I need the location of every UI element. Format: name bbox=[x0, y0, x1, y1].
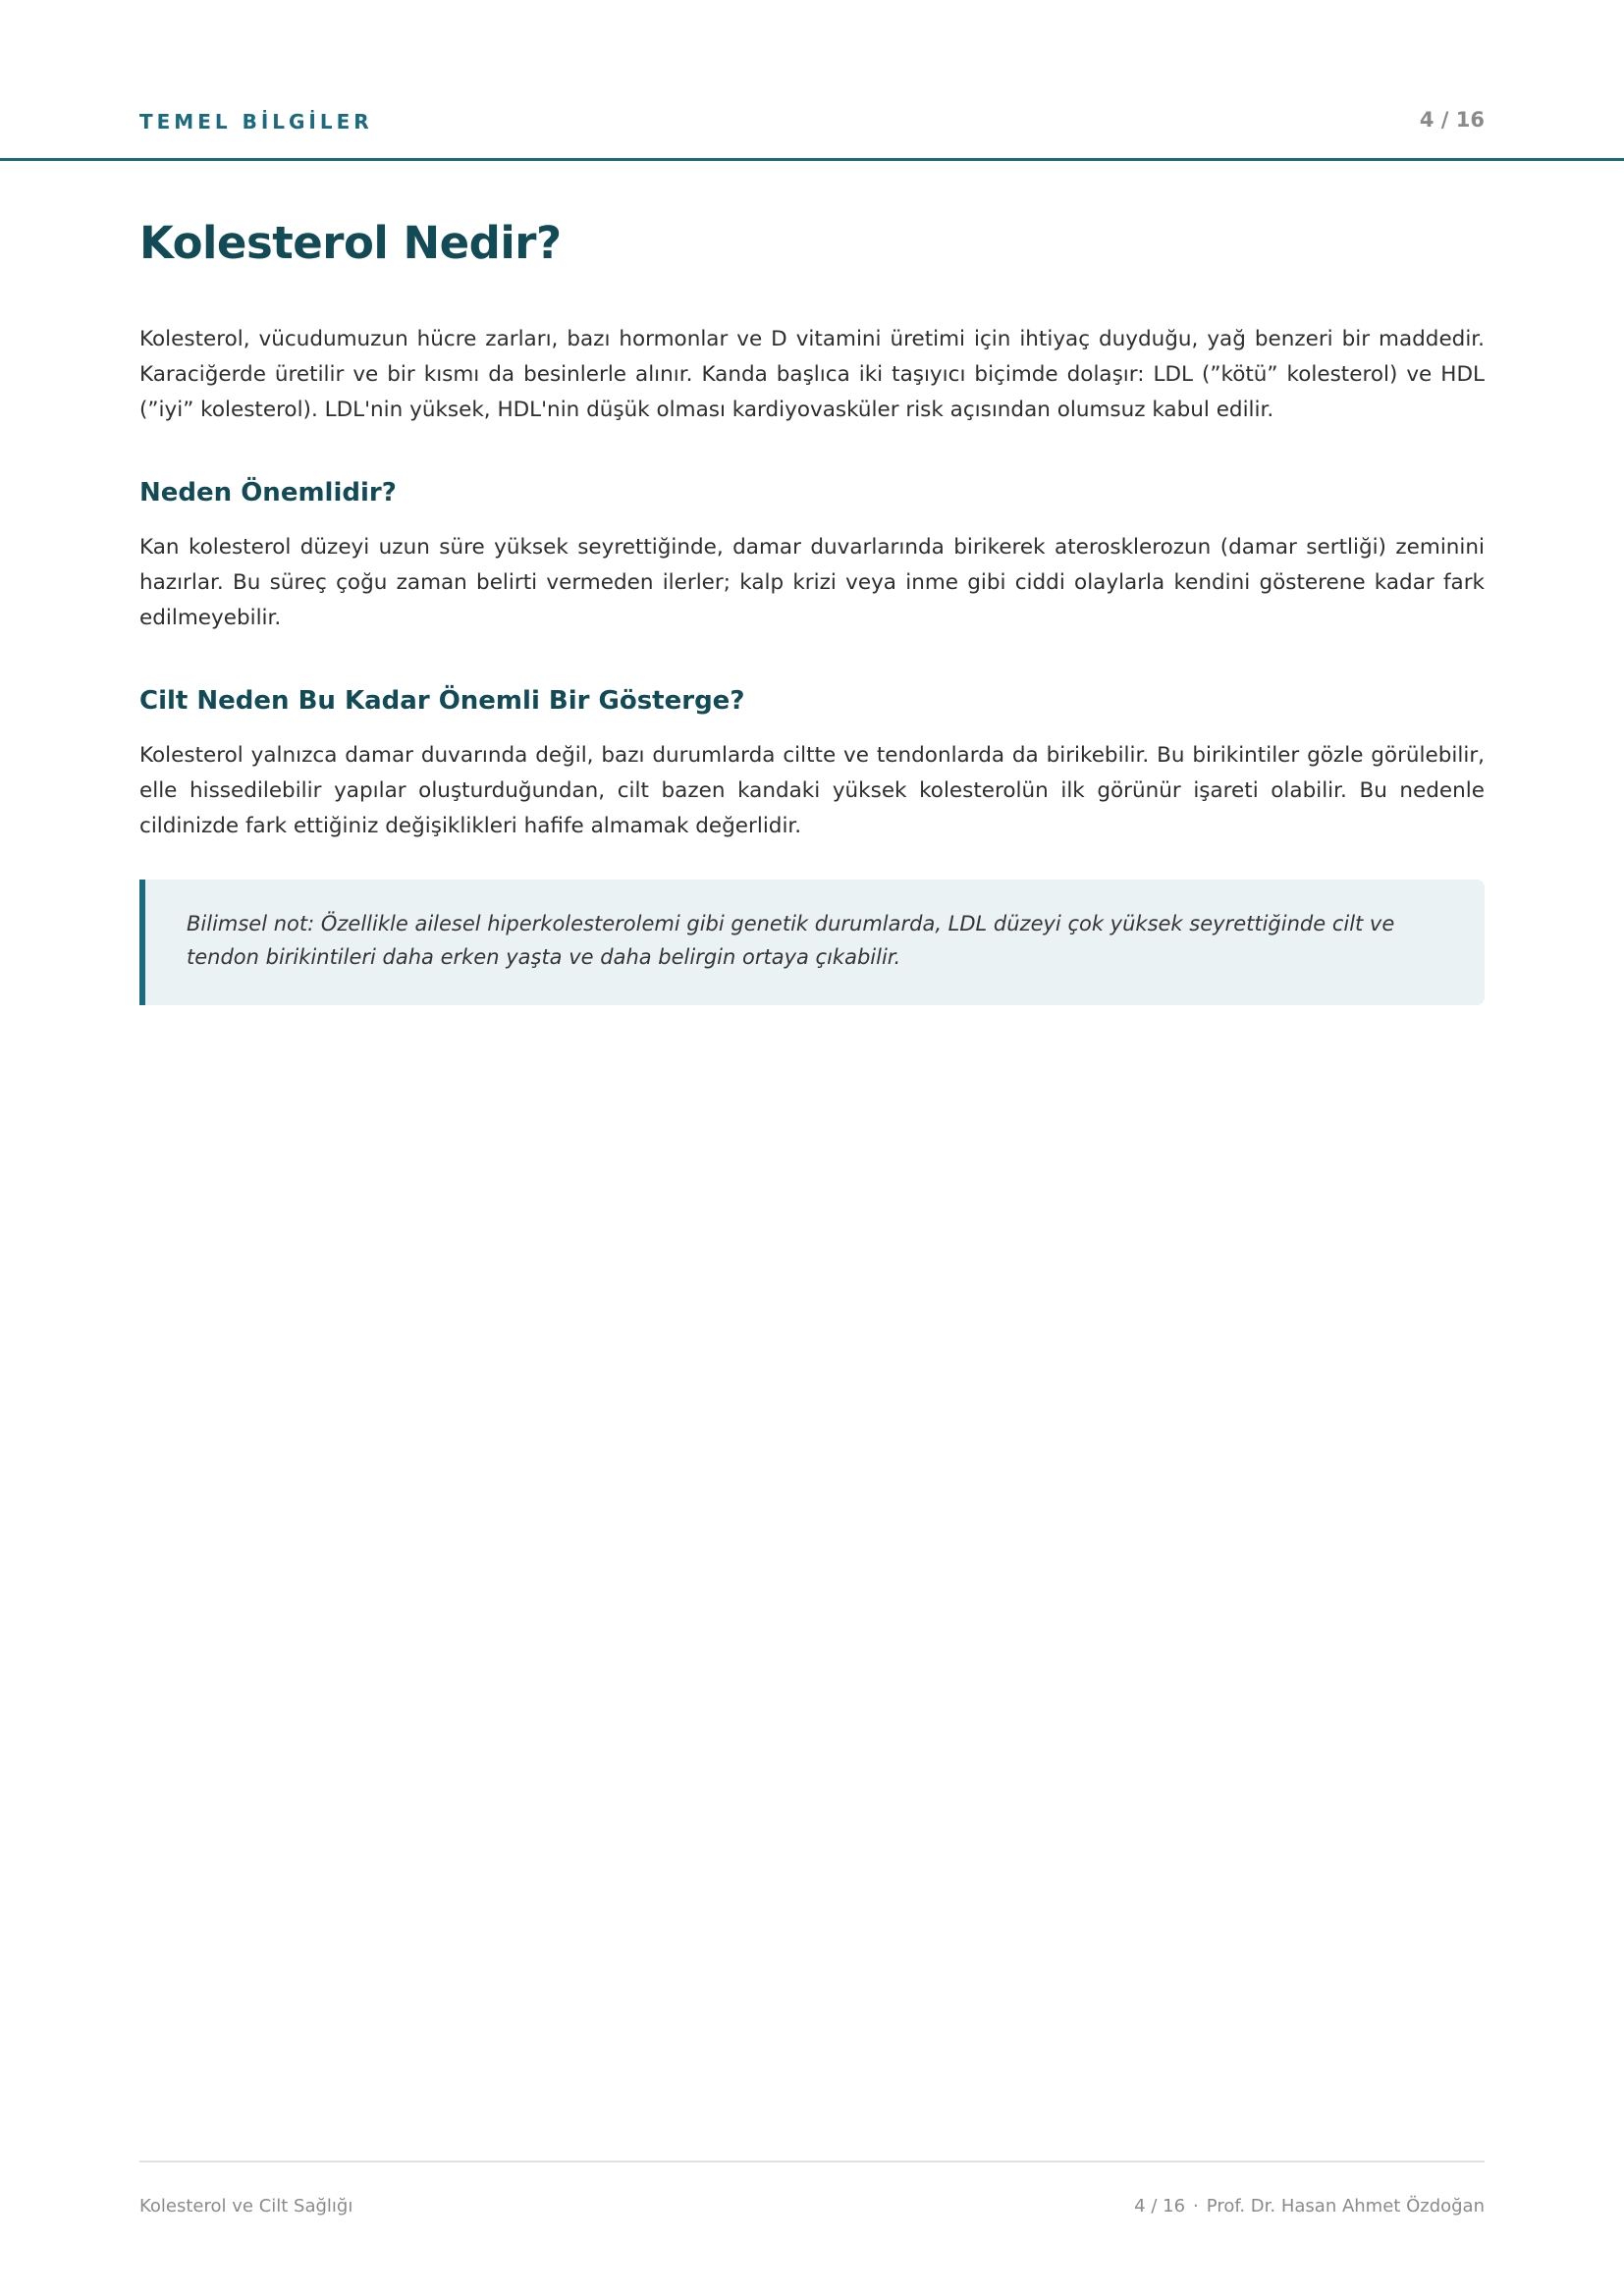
section-heading-skin-indicator: Cilt Neden Bu Kadar Önemli Bir Gösterge? bbox=[139, 686, 745, 716]
page-content bbox=[139, 208, 1485, 1005]
section-heading-importance: Neden Önemlidir? bbox=[139, 478, 397, 507]
footer-page-number: 4 / 16 bbox=[1134, 2196, 1186, 2216]
section-label: TEMEL BİLGİLER bbox=[139, 110, 373, 133]
page-title: Kolesterol Nedir? bbox=[139, 217, 562, 269]
footer-author: Prof. Dr. Hasan Ahmet Özdoğan bbox=[1206, 2196, 1485, 2216]
scientific-note-callout bbox=[139, 880, 1485, 1005]
footer-book-title: Kolesterol ve Cilt Sağlığı bbox=[139, 2196, 353, 2216]
running-header bbox=[0, 0, 1624, 161]
scientific-note-text: Bilimsel not: Özellikle ailesel hiperkolesterolemi gibi genetik durumlarda, LDL düzeyi çok yüksek seyrettiğinde cilt ve tendon birikintileri daha erken yaşta ve daha belirgin ortaya çıkabilir. bbox=[187, 912, 1395, 969]
section-body-importance: Kan kolesterol düzeyi uzun süre yüksek seyrettiğinde, damar duvarlarında birikerek aterosklerozun (damar sertliği) zeminini hazırlar. Bu süreç çoğu zaman belirti vermeden ilerler; kalp krizi veya inme gibi ciddi olaylarla kendini gösterene kadar fark edilmeyebilir. bbox=[139, 535, 1485, 630]
page-number-top: 4 / 16 bbox=[1419, 108, 1485, 132]
footer-separator: · bbox=[1193, 2196, 1199, 2216]
intro-paragraph: Kolesterol, vücudumuzun hücre zarları, bazı hormonlar ve D vitamini üretimi için ihtiyaç duyduğu, yağ benzeri bir maddedir. Karaciğerde üretilir ve bir kısmı da besinlerle alınır. Kanda başlıca iki taşıyıcı biçimde dolaşır: LDL (”kötü” kolesterol) ve HDL (”iyi” kolesterol). LDL'nin yüksek, HDL'nin düşük olması kardiyovasküler risk açısından olumsuz kabul edilir. bbox=[139, 327, 1485, 422]
footer-page-author bbox=[1134, 2196, 1485, 2216]
running-footer bbox=[139, 2161, 1485, 2216]
section-body-skin-indicator: Kolesterol yalnızca damar duvarında değil, bazı durumlarda ciltte ve tendonlarda da birikebilir. Bu birikintiler gözle görülebilir, elle hissedilebilir yapılar oluşturduğundan, cilt bazen kandaki yüksek kolesterolün ilk görünür işareti olabilir. Bu nedenle cildinizde fark ettiğiniz değişiklikleri hafife almamak değerlidir. bbox=[139, 743, 1485, 838]
